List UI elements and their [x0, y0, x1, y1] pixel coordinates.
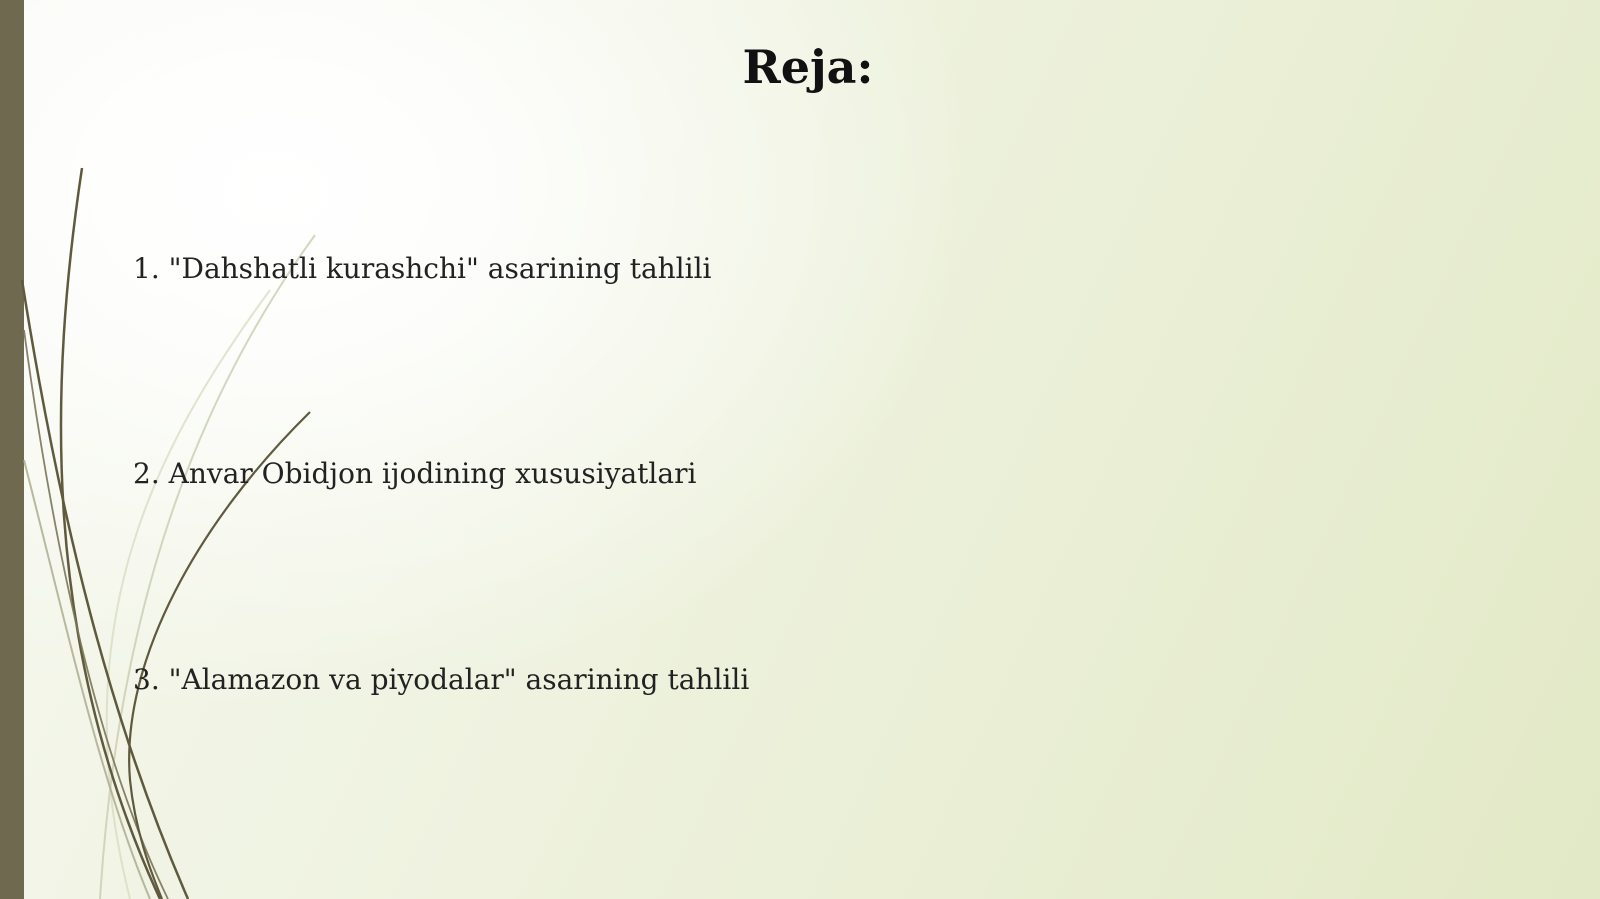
- plan-item-1: 1. "Dahshatli kurashchi" asarining tahlili: [133, 252, 712, 285]
- slide-title: Reja:: [742, 40, 874, 94]
- grass-blade-sweep: [22, 280, 188, 899]
- plan-item-3: 3. "Alamazon va piyodalar" asarining tahlili: [133, 663, 750, 696]
- plan-item-2: 2. Anvar Obidjon ijodining xususiyatlari: [133, 457, 697, 490]
- grass-blade-faint-2: [107, 290, 270, 899]
